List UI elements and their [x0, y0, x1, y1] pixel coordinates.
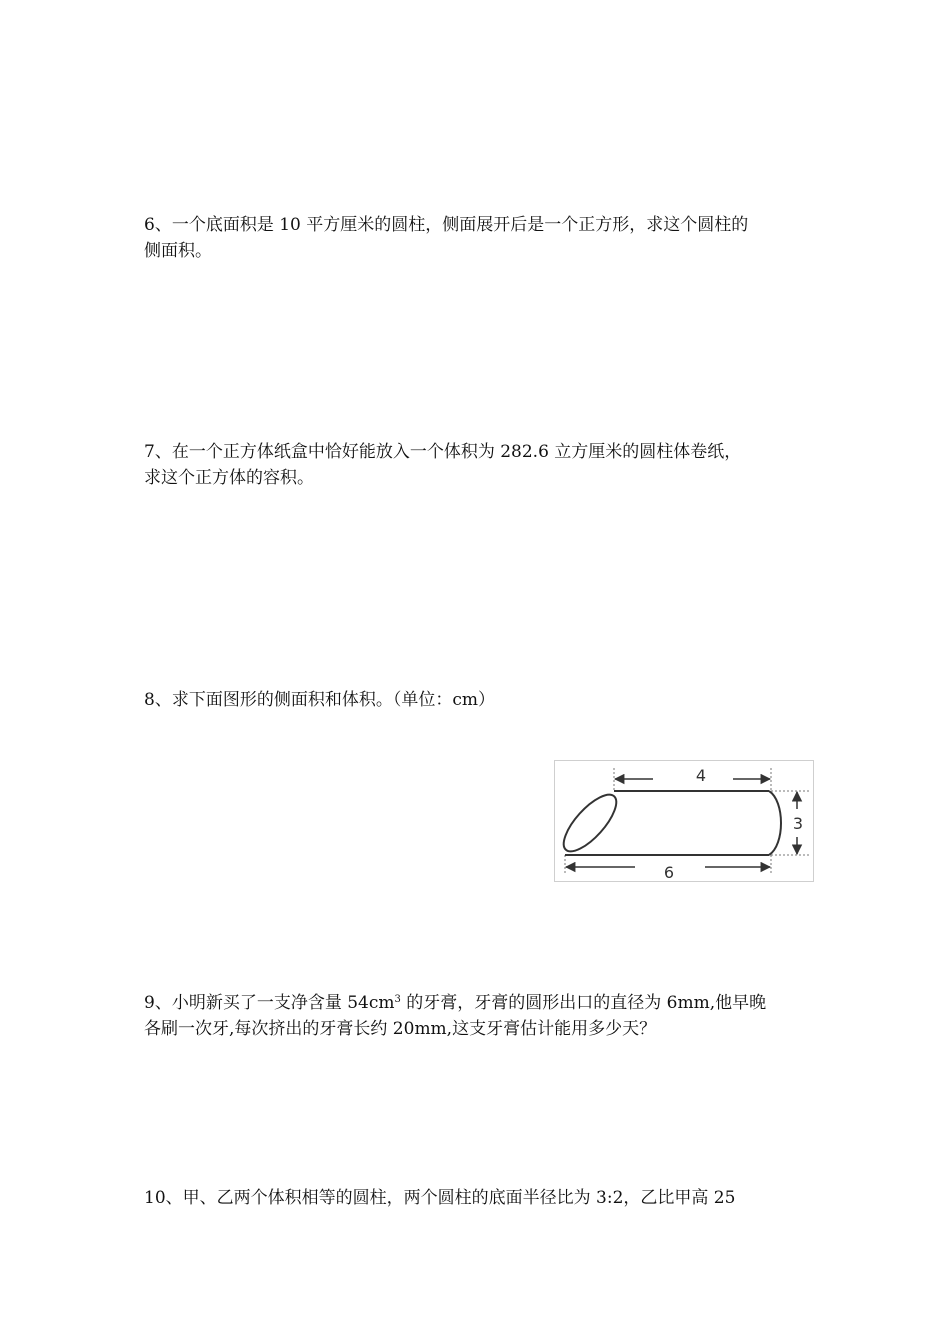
- question-7-line-2: 求这个正方体的容积。: [144, 468, 314, 488]
- top-dimension-label: 4: [695, 766, 707, 785]
- question-10: [144, 1185, 816, 1211]
- question-9-line-2: 各刷一次牙,每次挤出的牙膏长约 20mm,这支牙膏估计能用多少天？: [144, 1019, 657, 1039]
- question-6-line-1: 6、一个底面积是 10 平方厘米的圆柱，侧面展开后是一个正方形，求这个圆柱的: [144, 215, 749, 235]
- question-8-line-1: 8、求下面图形的侧面积和体积。（单位：cm）: [144, 690, 495, 710]
- question-8: [144, 687, 816, 713]
- question-9-line-1: [144, 987, 816, 1016]
- question-9-text-b: 的牙膏，牙膏的圆形出口的直径为 6mm,他早晚: [400, 993, 767, 1013]
- question-7-line-1: 7、在一个正方体纸盒中恰好能放入一个体积为 282.6 立方厘米的圆柱体卷纸，: [144, 442, 742, 462]
- question-10-line-1: 10、甲、乙两个体积相等的圆柱，两个圆柱的底面半径比为 3:2，乙比甲高 25: [144, 1188, 736, 1208]
- cylinder-right-end: [769, 791, 781, 855]
- slanted-ellipse-end: [556, 787, 625, 859]
- question-7: [144, 439, 816, 491]
- question-6: [144, 212, 816, 264]
- cubic-superscript: 3: [394, 994, 401, 1005]
- cut-cylinder-diagram: [555, 761, 813, 881]
- question-9-text-a: 9、小明新买了一支净含量 54cm: [144, 993, 395, 1013]
- height-dimension-label: 3: [792, 814, 804, 833]
- question-6-line-2: 侧面积。: [144, 241, 212, 261]
- question-9: [144, 987, 816, 1042]
- cut-cylinder-figure: [554, 760, 814, 882]
- bottom-dimension-label: 6: [663, 863, 675, 881]
